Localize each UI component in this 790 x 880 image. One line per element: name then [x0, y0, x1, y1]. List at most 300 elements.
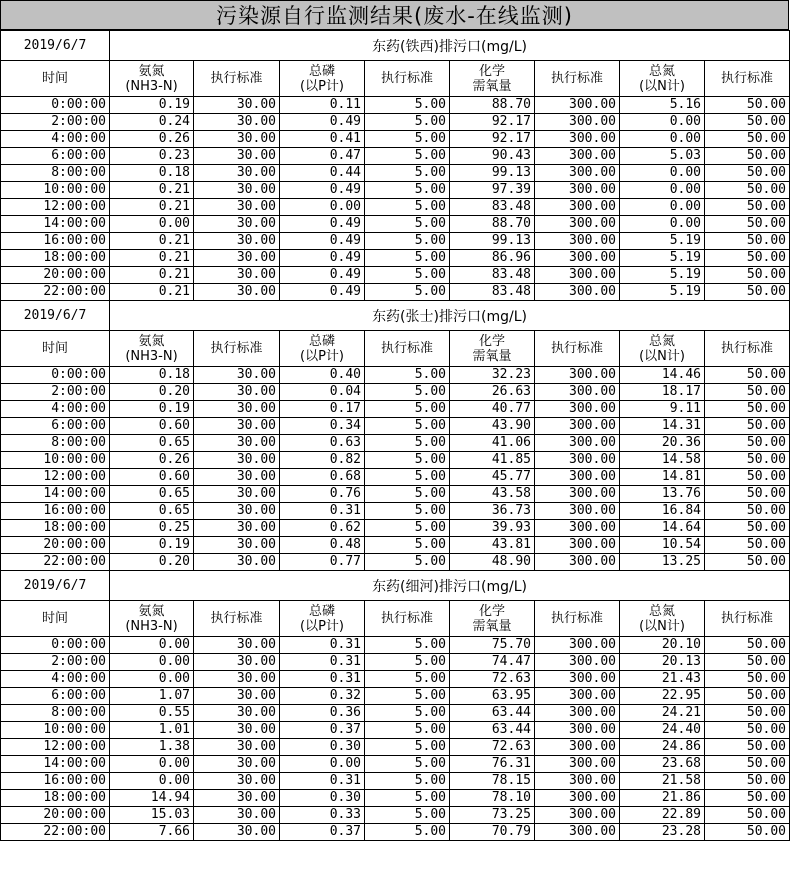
cell-tn-standard: 50.00: [705, 435, 790, 452]
table-row: [1, 537, 790, 554]
cell-nh3: 0.26: [110, 452, 194, 469]
cell-tn-standard: 50.00: [705, 773, 790, 790]
cell-tp-standard: 5.00: [365, 824, 450, 841]
cell-cod: 83.48: [450, 284, 535, 301]
table-row: [1, 469, 790, 486]
cell-cod: 41.06: [450, 435, 535, 452]
cell-tp-standard: 5.00: [365, 401, 450, 418]
header-tn-text: 总氮: [648, 603, 675, 619]
cell-tn: 5.19: [620, 233, 705, 250]
cell-cod-standard: 300.00: [535, 284, 620, 301]
header-standard: [705, 61, 790, 97]
cell-tp-standard: 5.00: [365, 688, 450, 705]
cell-tn-standard: 50.00: [705, 824, 790, 841]
cell-tn: 23.28: [620, 824, 705, 841]
cell-nh3: 0.19: [110, 401, 194, 418]
header-standard-text: 执行标准: [210, 71, 263, 86]
column-header-row: [1, 61, 790, 97]
cell-tn: 20.36: [620, 435, 705, 452]
cell-tn: 14.46: [620, 367, 705, 384]
header-standard-text: 执行标准: [380, 611, 433, 626]
cell-tn: 0.00: [620, 199, 705, 216]
cell-cod: 88.70: [450, 216, 535, 233]
cell-tn: 24.40: [620, 722, 705, 739]
cell-tn: 0.00: [620, 114, 705, 131]
cell-time: 14:00:00: [1, 486, 110, 503]
cell-tn-standard: 50.00: [705, 520, 790, 537]
cell-tp: 0.04: [280, 384, 365, 401]
cell-tp-standard: 5.00: [365, 148, 450, 165]
header-cod: [450, 61, 535, 97]
table-row: [1, 486, 790, 503]
cell-tp: 0.63: [280, 435, 365, 452]
cell-cod-standard: 300.00: [535, 435, 620, 452]
cell-cod: 63.44: [450, 705, 535, 722]
table-row: [1, 233, 790, 250]
cell-cod: 99.13: [450, 165, 535, 182]
header-tn-text: (以N计): [639, 348, 685, 364]
cell-nh3-standard: 30.00: [194, 790, 280, 807]
cell-cod-standard: 300.00: [535, 790, 620, 807]
section-date: 2019/6/7: [1, 31, 110, 61]
table-row: [1, 722, 790, 739]
cell-tn-standard: 50.00: [705, 722, 790, 739]
cell-nh3: 14.94: [110, 790, 194, 807]
cell-nh3-standard: 30.00: [194, 756, 280, 773]
cell-tp: 0.49: [280, 216, 365, 233]
cell-tn: 14.58: [620, 452, 705, 469]
cell-nh3-standard: 30.00: [194, 148, 280, 165]
cell-cod: 39.93: [450, 520, 535, 537]
cell-cod-standard: 300.00: [535, 773, 620, 790]
cell-nh3: 0.65: [110, 435, 194, 452]
cell-nh3: 0.00: [110, 654, 194, 671]
cell-nh3: 0.60: [110, 418, 194, 435]
cell-tp-standard: 5.00: [365, 739, 450, 756]
header-cod: [450, 331, 535, 367]
header-tp-text: (以P计): [300, 78, 344, 94]
cell-tn: 21.86: [620, 790, 705, 807]
cell-cod-standard: 300.00: [535, 401, 620, 418]
header-standard: [705, 601, 790, 637]
cell-cod: 43.58: [450, 486, 535, 503]
cell-cod-standard: 300.00: [535, 486, 620, 503]
table-row: [1, 637, 790, 654]
cell-time: 0:00:00: [1, 97, 110, 114]
cell-time: 4:00:00: [1, 671, 110, 688]
table-row: [1, 452, 790, 469]
cell-cod-standard: 300.00: [535, 705, 620, 722]
cell-tp: 0.30: [280, 739, 365, 756]
header-tp-text: 总磷: [308, 333, 335, 349]
cell-cod: 78.15: [450, 773, 535, 790]
cell-cod: 73.25: [450, 807, 535, 824]
table-row: [1, 216, 790, 233]
cell-tp-standard: 5.00: [365, 520, 450, 537]
header-standard-text: 执行标准: [380, 71, 433, 86]
header-standard: [705, 331, 790, 367]
table-row: [1, 773, 790, 790]
cell-nh3-standard: 30.00: [194, 182, 280, 199]
cell-time: 12:00:00: [1, 469, 110, 486]
cell-cod: 76.31: [450, 756, 535, 773]
section-title: 东药(细河)排污口(mg/L): [110, 571, 790, 601]
cell-cod-standard: 300.00: [535, 452, 620, 469]
cell-nh3: 0.20: [110, 384, 194, 401]
header-standard-text: 执行标准: [550, 341, 603, 356]
cell-nh3-standard: 30.00: [194, 722, 280, 739]
cell-tp-standard: 5.00: [365, 722, 450, 739]
table-row: [1, 654, 790, 671]
cell-time: 22:00:00: [1, 824, 110, 841]
cell-cod-standard: 300.00: [535, 216, 620, 233]
cell-cod-standard: 300.00: [535, 824, 620, 841]
table-row: [1, 199, 790, 216]
cell-tp: 0.49: [280, 114, 365, 131]
header-nh3: [110, 61, 194, 97]
section-title: 东药(铁西)排污口(mg/L): [110, 31, 790, 61]
header-nh3-text: (NH3-N): [125, 78, 178, 94]
cell-nh3-standard: 30.00: [194, 688, 280, 705]
cell-nh3-standard: 30.00: [194, 367, 280, 384]
cell-nh3: 0.20: [110, 554, 194, 571]
header-tn: [620, 331, 705, 367]
header-cod-text: 化学: [478, 333, 505, 349]
cell-cod: 32.23: [450, 367, 535, 384]
cell-nh3-standard: 30.00: [194, 824, 280, 841]
cell-tp: 0.00: [280, 199, 365, 216]
cell-tn: 5.19: [620, 284, 705, 301]
cell-nh3-standard: 30.00: [194, 435, 280, 452]
table-row: [1, 267, 790, 284]
header-tp-text: (以P计): [300, 348, 344, 364]
cell-tp-standard: 5.00: [365, 182, 450, 199]
cell-cod-standard: 300.00: [535, 148, 620, 165]
header-standard-text: 执行标准: [380, 341, 433, 356]
header-standard: [535, 331, 620, 367]
cell-time: 14:00:00: [1, 756, 110, 773]
cell-nh3: 0.21: [110, 199, 194, 216]
cell-nh3-standard: 30.00: [194, 114, 280, 131]
cell-nh3: 0.19: [110, 537, 194, 554]
cell-time: 8:00:00: [1, 435, 110, 452]
cell-tn: 21.43: [620, 671, 705, 688]
header-time: [1, 61, 110, 97]
cell-time: 20:00:00: [1, 807, 110, 824]
cell-tp-standard: 5.00: [365, 216, 450, 233]
cell-time: 16:00:00: [1, 773, 110, 790]
table-row: [1, 671, 790, 688]
cell-tn: 18.17: [620, 384, 705, 401]
cell-tp: 0.34: [280, 418, 365, 435]
cell-tn-standard: 50.00: [705, 384, 790, 401]
cell-nh3: 0.23: [110, 148, 194, 165]
header-time-text: 时间: [41, 611, 68, 626]
cell-cod-standard: 300.00: [535, 688, 620, 705]
cell-tn-standard: 50.00: [705, 165, 790, 182]
cell-cod: 72.63: [450, 671, 535, 688]
header-tn: [620, 601, 705, 637]
cell-tn-standard: 50.00: [705, 199, 790, 216]
cell-nh3-standard: 30.00: [194, 807, 280, 824]
cell-tp-standard: 5.00: [365, 418, 450, 435]
cell-cod-standard: 300.00: [535, 654, 620, 671]
cell-nh3: 0.25: [110, 520, 194, 537]
header-standard: [535, 601, 620, 637]
cell-tp: 0.49: [280, 267, 365, 284]
cell-time: 16:00:00: [1, 233, 110, 250]
cell-tp: 0.30: [280, 790, 365, 807]
cell-tn-standard: 50.00: [705, 554, 790, 571]
section-header-row: [1, 301, 790, 331]
table-row: [1, 807, 790, 824]
table-row: [1, 756, 790, 773]
cell-nh3: 0.21: [110, 284, 194, 301]
cell-time: 10:00:00: [1, 452, 110, 469]
cell-tn: 20.13: [620, 654, 705, 671]
cell-cod-standard: 300.00: [535, 267, 620, 284]
column-header-row: [1, 601, 790, 637]
header-tn-text: (以N计): [639, 78, 685, 94]
cell-tp: 0.31: [280, 503, 365, 520]
cell-tn-standard: 50.00: [705, 807, 790, 824]
table-row: [1, 705, 790, 722]
header-cod: [450, 601, 535, 637]
cell-nh3: 7.66: [110, 824, 194, 841]
cell-tp: 0.48: [280, 537, 365, 554]
cell-cod-standard: 300.00: [535, 756, 620, 773]
cell-tn: 0.00: [620, 131, 705, 148]
cell-nh3: 0.19: [110, 97, 194, 114]
header-tp: [280, 601, 365, 637]
cell-tp-standard: 5.00: [365, 284, 450, 301]
table-row: [1, 114, 790, 131]
cell-time: 20:00:00: [1, 537, 110, 554]
table-row: [1, 97, 790, 114]
cell-tp-standard: 5.00: [365, 250, 450, 267]
cell-tp-standard: 5.00: [365, 790, 450, 807]
cell-nh3: 0.21: [110, 233, 194, 250]
table-row: [1, 148, 790, 165]
cell-tn: 10.54: [620, 537, 705, 554]
cell-tp: 0.49: [280, 250, 365, 267]
cell-tp: 0.37: [280, 722, 365, 739]
cell-nh3: 0.00: [110, 637, 194, 654]
table-row: [1, 384, 790, 401]
cell-nh3-standard: 30.00: [194, 401, 280, 418]
cell-tn: 14.31: [620, 418, 705, 435]
header-standard-text: 执行标准: [550, 611, 603, 626]
header-nh3-text: 氨氮: [138, 63, 165, 79]
header-time: [1, 331, 110, 367]
cell-tp-standard: 5.00: [365, 435, 450, 452]
cell-nh3: 0.60: [110, 469, 194, 486]
table-row: [1, 401, 790, 418]
cell-cod: 86.96: [450, 250, 535, 267]
header-cod-text: 需氧量: [472, 78, 512, 94]
cell-tp: 0.11: [280, 97, 365, 114]
header-nh3: [110, 601, 194, 637]
cell-tp-standard: 5.00: [365, 807, 450, 824]
cell-tn-standard: 50.00: [705, 97, 790, 114]
cell-cod-standard: 300.00: [535, 384, 620, 401]
cell-cod: 63.44: [450, 722, 535, 739]
section-date: 2019/6/7: [1, 571, 110, 601]
cell-tn-standard: 50.00: [705, 469, 790, 486]
cell-tn: 16.84: [620, 503, 705, 520]
cell-tn-standard: 50.00: [705, 637, 790, 654]
cell-cod-standard: 300.00: [535, 554, 620, 571]
cell-tn-standard: 50.00: [705, 233, 790, 250]
cell-time: 6:00:00: [1, 418, 110, 435]
cell-time: 12:00:00: [1, 739, 110, 756]
cell-nh3-standard: 30.00: [194, 165, 280, 182]
cell-time: 4:00:00: [1, 401, 110, 418]
cell-cod: 48.90: [450, 554, 535, 571]
cell-tp-standard: 5.00: [365, 637, 450, 654]
cell-tn-standard: 50.00: [705, 401, 790, 418]
cell-tp-standard: 5.00: [365, 705, 450, 722]
cell-nh3-standard: 30.00: [194, 520, 280, 537]
cell-tn: 0.00: [620, 216, 705, 233]
cell-tn: 22.95: [620, 688, 705, 705]
cell-cod-standard: 300.00: [535, 233, 620, 250]
table-row: [1, 131, 790, 148]
cell-time: 8:00:00: [1, 165, 110, 182]
cell-cod: 26.63: [450, 384, 535, 401]
cell-nh3-standard: 30.00: [194, 739, 280, 756]
cell-tp: 0.49: [280, 284, 365, 301]
section-date: 2019/6/7: [1, 301, 110, 331]
header-standard: [365, 61, 450, 97]
cell-tn: 5.16: [620, 97, 705, 114]
cell-nh3: 0.21: [110, 182, 194, 199]
cell-nh3: 1.07: [110, 688, 194, 705]
cell-tp: 0.49: [280, 233, 365, 250]
cell-nh3: 1.01: [110, 722, 194, 739]
cell-nh3-standard: 30.00: [194, 637, 280, 654]
cell-time: 20:00:00: [1, 267, 110, 284]
cell-nh3-standard: 30.00: [194, 418, 280, 435]
cell-time: 10:00:00: [1, 722, 110, 739]
cell-tp: 0.40: [280, 367, 365, 384]
cell-nh3-standard: 30.00: [194, 284, 280, 301]
cell-tn-standard: 50.00: [705, 418, 790, 435]
cell-cod: 45.77: [450, 469, 535, 486]
cell-tn: 14.81: [620, 469, 705, 486]
cell-nh3: 0.18: [110, 165, 194, 182]
cell-tn: 13.76: [620, 486, 705, 503]
cell-nh3-standard: 30.00: [194, 486, 280, 503]
header-standard-text: 执行标准: [721, 341, 774, 356]
table-row: [1, 250, 790, 267]
header-tn: [620, 61, 705, 97]
cell-time: 6:00:00: [1, 688, 110, 705]
cell-tp-standard: 5.00: [365, 537, 450, 554]
cell-tp-standard: 5.00: [365, 267, 450, 284]
cell-cod: 90.43: [450, 148, 535, 165]
header-standard: [365, 601, 450, 637]
cell-tn-standard: 50.00: [705, 114, 790, 131]
cell-tp-standard: 5.00: [365, 131, 450, 148]
cell-tn: 21.58: [620, 773, 705, 790]
header-standard: [535, 61, 620, 97]
cell-cod: 99.13: [450, 233, 535, 250]
cell-tp: 0.68: [280, 469, 365, 486]
cell-tn-standard: 50.00: [705, 284, 790, 301]
cell-cod: 92.17: [450, 131, 535, 148]
cell-nh3-standard: 30.00: [194, 267, 280, 284]
cell-nh3-standard: 30.00: [194, 97, 280, 114]
cell-time: 18:00:00: [1, 790, 110, 807]
cell-tn-standard: 50.00: [705, 131, 790, 148]
header-tn-text: (以N计): [639, 618, 685, 634]
cell-cod-standard: 300.00: [535, 131, 620, 148]
cell-tn: 9.11: [620, 401, 705, 418]
cell-tn-standard: 50.00: [705, 790, 790, 807]
cell-tp-standard: 5.00: [365, 671, 450, 688]
sheet-title: 污染源自行监测结果(废水-在线监测): [0, 0, 789, 30]
header-standard-text: 执行标准: [721, 71, 774, 86]
cell-nh3-standard: 30.00: [194, 199, 280, 216]
header-tp-text: 总磷: [308, 603, 335, 619]
cell-tn: 20.10: [620, 637, 705, 654]
cell-cod-standard: 300.00: [535, 807, 620, 824]
cell-tp-standard: 5.00: [365, 199, 450, 216]
table-body: [1, 31, 790, 841]
header-tp-text: 总磷: [308, 63, 335, 79]
cell-cod-standard: 300.00: [535, 97, 620, 114]
cell-nh3-standard: 30.00: [194, 654, 280, 671]
cell-cod: 83.48: [450, 267, 535, 284]
cell-tp-standard: 5.00: [365, 469, 450, 486]
cell-nh3: 0.18: [110, 367, 194, 384]
cell-nh3-standard: 30.00: [194, 384, 280, 401]
cell-nh3-standard: 30.00: [194, 705, 280, 722]
cell-tp: 0.31: [280, 773, 365, 790]
cell-tp-standard: 5.00: [365, 554, 450, 571]
cell-tn-standard: 50.00: [705, 267, 790, 284]
cell-cod: 78.10: [450, 790, 535, 807]
cell-tn: 0.00: [620, 182, 705, 199]
header-standard-text: 执行标准: [210, 341, 263, 356]
cell-cod: 88.70: [450, 97, 535, 114]
cell-cod-standard: 300.00: [535, 637, 620, 654]
cell-cod-standard: 300.00: [535, 250, 620, 267]
cell-tn: 5.03: [620, 148, 705, 165]
cell-cod: 74.47: [450, 654, 535, 671]
cell-time: 22:00:00: [1, 554, 110, 571]
header-tn-text: 总氮: [648, 63, 675, 79]
cell-nh3: 0.24: [110, 114, 194, 131]
table-row: [1, 739, 790, 756]
cell-nh3: 0.00: [110, 671, 194, 688]
cell-tp-standard: 5.00: [365, 233, 450, 250]
cell-cod: 40.77: [450, 401, 535, 418]
header-nh3-text: 氨氮: [138, 333, 165, 349]
cell-time: 18:00:00: [1, 520, 110, 537]
header-tp: [280, 331, 365, 367]
cell-tp-standard: 5.00: [365, 486, 450, 503]
cell-tn: 0.00: [620, 165, 705, 182]
cell-cod-standard: 300.00: [535, 182, 620, 199]
cell-cod-standard: 300.00: [535, 165, 620, 182]
table-row: [1, 554, 790, 571]
table-row: [1, 688, 790, 705]
cell-nh3-standard: 30.00: [194, 250, 280, 267]
cell-tp: 0.77: [280, 554, 365, 571]
cell-nh3: 0.21: [110, 267, 194, 284]
